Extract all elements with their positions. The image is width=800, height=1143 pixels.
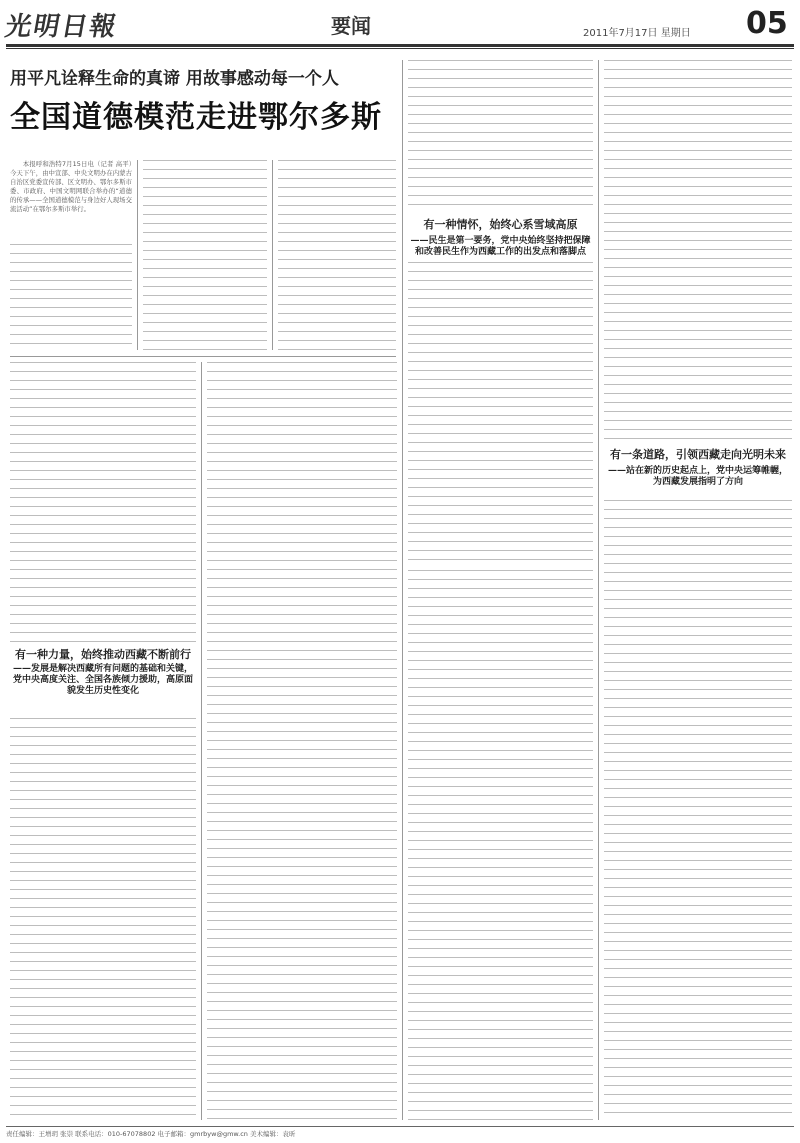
column-divider [272, 160, 273, 350]
right-column-1-text-c [408, 570, 593, 1120]
right-column-1-text-b [408, 262, 593, 562]
lead-subtitle: 用平凡诠释生命的真谛 用故事感动每一个人 [10, 69, 339, 89]
column-divider [598, 60, 599, 1120]
column-divider [402, 60, 403, 1120]
header-rule [6, 44, 794, 47]
section-heading-2: 有一种情怀，始终心系雪域高原 [423, 218, 578, 231]
lead-column-3-text [278, 160, 396, 350]
header-rule-thin [6, 48, 794, 49]
page-number: 05 [746, 6, 788, 41]
section-heading-2-sub: ——民生是第一要务，党中央始终坚持把保障和改善民生作为西藏工作的出发点和落脚点 [410, 236, 591, 257]
section-heading-1-sub: ——发展是解决西藏所有问题的基础和关键，党中央高度关注、全国各族倾力援助，高原面貌发生历史性变化 [12, 664, 193, 696]
right-column-1-text [408, 60, 593, 210]
lead-intro-text: 本报呼和浩特7月15日电（记者 高平）今天下午，由中宣部、中央文明办在内蒙古自治区党委宣传部、区文明办、鄂尔多斯市委、市政府、中国文明网联合举办的“道德的传承——全国道德模范与身边好人现场交流活动”在鄂尔多斯市举行。 [10, 160, 132, 213]
page-footer: 责任编辑：王增玥 张崇 联系电话：010-67078802 电子邮箱：gmrbyw@gmw.cn 美术编辑：袁昕 [6, 1126, 794, 1141]
section-title: 要闻 [331, 14, 371, 38]
lower-column-1-text [10, 362, 196, 642]
section-heading-1: 有一种力量，始终推动西藏不断前行 [15, 648, 191, 661]
lead-column-2-text [143, 160, 267, 350]
lower-column-2-text [207, 362, 397, 1120]
right-column-2-text [604, 60, 792, 440]
section-divider [10, 356, 396, 357]
newspaper-logo: 光明日報 [2, 12, 121, 42]
lower-column-1-text-b [10, 718, 196, 1120]
issue-date: 2011年7月17日 星期日 [583, 28, 691, 39]
column-divider [137, 160, 138, 350]
lead-intro-column [10, 160, 132, 240]
section-heading-3: 有一条道路，引领西藏走向光明未来 [610, 448, 786, 461]
lead-column-1-text [10, 244, 132, 344]
lead-headline: 全国道德模范走进鄂尔多斯 [10, 100, 382, 135]
right-column-2-text-b [604, 500, 792, 1120]
section-heading-3-sub: ——站在新的历史起点上，党中央运筹帷幄，为西藏发展指明了方向 [607, 466, 788, 487]
column-divider [201, 362, 202, 1120]
masthead [2, 6, 794, 42]
